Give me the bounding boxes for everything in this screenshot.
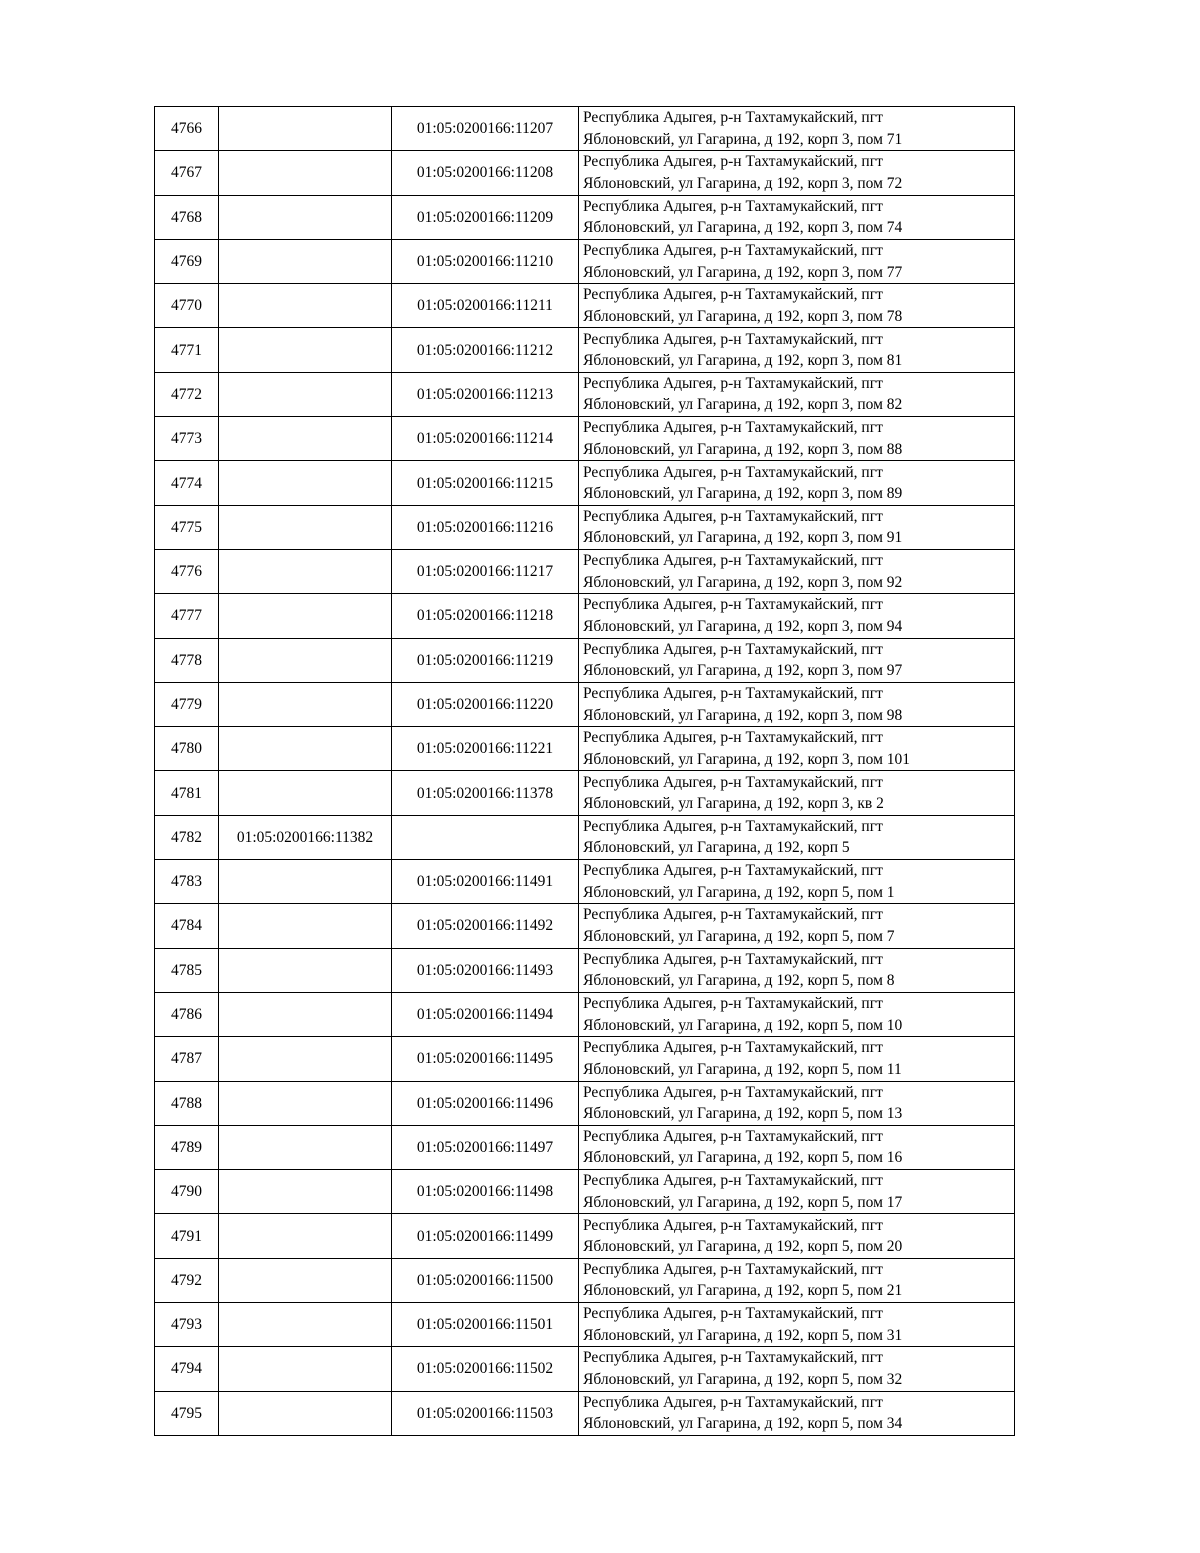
address-line-1: Республика Адыгея, р-н Тахтамукайский, пгт	[583, 817, 883, 835]
address-cell	[579, 1081, 1015, 1125]
address-line-1: Республика Адыгея, р-н Тахтамукайский, пгт	[583, 1039, 883, 1057]
row-number-cell: 4783	[155, 860, 219, 904]
object-cadastral-number-cell: 01:05:0200166:11220	[392, 682, 579, 726]
table-row	[155, 461, 1015, 505]
address-line-2: Яблоновский, ул Гагарина, д 192, корп 3, пом 72	[583, 174, 903, 192]
address-cell	[579, 992, 1015, 1036]
address-line-1: Республика Адыгея, р-н Тахтамукайский, пгт	[583, 995, 883, 1013]
cadastral-number-cell	[219, 771, 392, 815]
address-cell	[579, 549, 1015, 593]
table-row	[155, 1125, 1015, 1169]
address-cell	[579, 107, 1015, 151]
object-cadastral-number-cell: 01:05:0200166:11492	[392, 904, 579, 948]
address-line-2: Яблоновский, ул Гагарина, д 192, корп 3, пом 88	[583, 440, 903, 458]
object-cadastral-number-cell: 01:05:0200166:11378	[392, 771, 579, 815]
row-number-cell: 4781	[155, 771, 219, 815]
cadastral-number-cell	[219, 1125, 392, 1169]
row-number-cell: 4771	[155, 328, 219, 372]
cadastral-number-cell	[219, 860, 392, 904]
address-cell	[579, 638, 1015, 682]
address-line-2: Яблоновский, ул Гагарина, д 192, корп 5	[583, 839, 850, 857]
table-row	[155, 771, 1015, 815]
object-cadastral-number-cell: 01:05:0200166:11219	[392, 638, 579, 682]
address-line-1: Республика Адыгея, р-н Тахтамукайский, пгт	[583, 1172, 883, 1190]
address-line-2: Яблоновский, ул Гагарина, д 192, корп 3, пом 71	[583, 130, 903, 148]
cadastral-number-cell	[219, 1214, 392, 1258]
address-line-2: Яблоновский, ул Гагарина, д 192, корп 5, пом 1	[583, 883, 895, 901]
address-line-1: Республика Адыгея, р-н Тахтамукайский, пгт	[583, 286, 883, 304]
object-cadastral-number-cell: 01:05:0200166:11494	[392, 992, 579, 1036]
cadastral-number-cell	[219, 461, 392, 505]
address-line-2: Яблоновский, ул Гагарина, д 192, корп 3, пом 101	[583, 750, 911, 768]
table-body	[155, 107, 1015, 1436]
row-number-cell: 4787	[155, 1037, 219, 1081]
address-line-2: Яблоновский, ул Гагарина, д 192, корп 3, пом 94	[583, 617, 903, 635]
object-cadastral-number-cell: 01:05:0200166:11213	[392, 372, 579, 416]
address-cell	[579, 284, 1015, 328]
cadastral-number-cell	[219, 195, 392, 239]
object-cadastral-number-cell	[392, 815, 579, 859]
row-number-cell: 4766	[155, 107, 219, 151]
table-row	[155, 1037, 1015, 1081]
row-number-cell: 4774	[155, 461, 219, 505]
row-number-cell: 4794	[155, 1347, 219, 1391]
cadastral-number-cell	[219, 107, 392, 151]
object-cadastral-number-cell: 01:05:0200166:11215	[392, 461, 579, 505]
cadastral-number-cell	[219, 505, 392, 549]
cadastral-number-cell	[219, 992, 392, 1036]
object-cadastral-number-cell: 01:05:0200166:11501	[392, 1303, 579, 1347]
address-line-1: Республика Адыгея, р-н Тахтамукайский, пгт	[583, 552, 883, 570]
address-line-1: Республика Адыгея, р-н Тахтамукайский, пгт	[583, 109, 883, 127]
address-cell	[579, 594, 1015, 638]
address-line-2: Яблоновский, ул Гагарина, д 192, корп 5, пом 13	[583, 1105, 903, 1123]
address-line-2: Яблоновский, ул Гагарина, д 192, корп 3, пом 92	[583, 573, 903, 591]
table-row	[155, 1214, 1015, 1258]
row-number-cell: 4772	[155, 372, 219, 416]
row-number-cell: 4769	[155, 239, 219, 283]
table-row	[155, 860, 1015, 904]
table-row	[155, 549, 1015, 593]
address-cell	[579, 1303, 1015, 1347]
row-number-cell: 4779	[155, 682, 219, 726]
table-row	[155, 1170, 1015, 1214]
row-number-cell: 4767	[155, 151, 219, 195]
object-cadastral-number-cell: 01:05:0200166:11500	[392, 1258, 579, 1302]
row-number-cell: 4791	[155, 1214, 219, 1258]
address-line-1: Республика Адыгея, р-н Тахтамукайский, пгт	[583, 374, 883, 392]
cadastral-number-cell	[219, 549, 392, 593]
address-cell	[579, 948, 1015, 992]
object-cadastral-number-cell: 01:05:0200166:11502	[392, 1347, 579, 1391]
cadastral-number-cell	[219, 328, 392, 372]
address-line-2: Яблоновский, ул Гагарина, д 192, корп 5, пом 21	[583, 1282, 903, 1300]
row-number-cell: 4784	[155, 904, 219, 948]
cadastral-number-cell	[219, 594, 392, 638]
table-row	[155, 727, 1015, 771]
address-line-2: Яблоновский, ул Гагарина, д 192, корп 3, пом 98	[583, 706, 903, 724]
object-cadastral-number-cell: 01:05:0200166:11208	[392, 151, 579, 195]
object-cadastral-number-cell: 01:05:0200166:11216	[392, 505, 579, 549]
cadastral-number-cell	[219, 417, 392, 461]
object-cadastral-number-cell: 01:05:0200166:11499	[392, 1214, 579, 1258]
address-line-2: Яблоновский, ул Гагарина, д 192, корп 3, пом 97	[583, 662, 903, 680]
row-number-cell: 4770	[155, 284, 219, 328]
address-line-1: Республика Адыгея, р-н Тахтамукайский, пгт	[583, 242, 883, 260]
address-cell	[579, 904, 1015, 948]
row-number-cell: 4777	[155, 594, 219, 638]
address-line-2: Яблоновский, ул Гагарина, д 192, корп 5, пом 34	[583, 1415, 903, 1433]
table-row	[155, 284, 1015, 328]
address-line-1: Республика Адыгея, р-н Тахтамукайский, пгт	[583, 1393, 883, 1411]
address-line-1: Республика Адыгея, р-н Тахтамукайский, пгт	[583, 1127, 883, 1145]
address-line-1: Республика Адыгея, р-н Тахтамукайский, пгт	[583, 773, 883, 791]
address-cell	[579, 1347, 1015, 1391]
address-cell	[579, 1391, 1015, 1435]
cadastral-number-cell: 01:05:0200166:11382	[219, 815, 392, 859]
object-cadastral-number-cell: 01:05:0200166:11491	[392, 860, 579, 904]
address-line-1: Республика Адыгея, р-н Тахтамукайский, пгт	[583, 640, 883, 658]
cadastral-number-cell	[219, 1303, 392, 1347]
table-row	[155, 417, 1015, 461]
row-number-cell: 4778	[155, 638, 219, 682]
address-line-2: Яблоновский, ул Гагарина, д 192, корп 5, пом 20	[583, 1238, 903, 1256]
address-cell	[579, 1125, 1015, 1169]
cadastral-number-cell	[219, 1037, 392, 1081]
row-number-cell: 4793	[155, 1303, 219, 1347]
cadastral-number-cell	[219, 1081, 392, 1125]
object-cadastral-number-cell: 01:05:0200166:11207	[392, 107, 579, 151]
address-line-2: Яблоновский, ул Гагарина, д 192, корп 5, пом 11	[583, 1060, 902, 1078]
cadastral-number-cell	[219, 1258, 392, 1302]
address-cell	[579, 417, 1015, 461]
address-line-1: Республика Адыгея, р-н Тахтамукайский, пгт	[583, 330, 883, 348]
address-line-2: Яблоновский, ул Гагарина, д 192, корп 3, пом 78	[583, 307, 903, 325]
address-cell	[579, 1214, 1015, 1258]
address-line-2: Яблоновский, ул Гагарина, д 192, корп 3, пом 74	[583, 219, 903, 237]
address-cell	[579, 682, 1015, 726]
document-page	[154, 106, 1015, 1436]
row-number-cell: 4785	[155, 948, 219, 992]
address-line-2: Яблоновский, ул Гагарина, д 192, корп 3, пом 89	[583, 485, 903, 503]
cadastral-number-cell	[219, 948, 392, 992]
address-cell	[579, 1258, 1015, 1302]
object-cadastral-number-cell: 01:05:0200166:11214	[392, 417, 579, 461]
row-number-cell: 4776	[155, 549, 219, 593]
address-cell	[579, 151, 1015, 195]
address-line-1: Республика Адыгея, р-н Тахтамукайский, пгт	[583, 1349, 883, 1367]
row-number-cell: 4790	[155, 1170, 219, 1214]
address-cell	[579, 1170, 1015, 1214]
row-number-cell: 4788	[155, 1081, 219, 1125]
address-line-2: Яблоновский, ул Гагарина, д 192, корп 5, пом 10	[583, 1016, 903, 1034]
object-cadastral-number-cell: 01:05:0200166:11496	[392, 1081, 579, 1125]
address-cell	[579, 239, 1015, 283]
address-cell	[579, 461, 1015, 505]
object-cadastral-number-cell: 01:05:0200166:11217	[392, 549, 579, 593]
object-cadastral-number-cell: 01:05:0200166:11221	[392, 727, 579, 771]
table-row	[155, 328, 1015, 372]
object-cadastral-number-cell: 01:05:0200166:11212	[392, 328, 579, 372]
row-number-cell: 4795	[155, 1391, 219, 1435]
table-row	[155, 1081, 1015, 1125]
table-row	[155, 1258, 1015, 1302]
cadastral-number-cell	[219, 372, 392, 416]
address-cell	[579, 328, 1015, 372]
address-cell	[579, 727, 1015, 771]
address-line-1: Республика Адыгея, р-н Тахтамукайский, пгт	[583, 1216, 883, 1234]
address-line-1: Республика Адыгея, р-н Тахтамукайский, пгт	[583, 419, 883, 437]
object-cadastral-number-cell: 01:05:0200166:11211	[392, 284, 579, 328]
row-number-cell: 4775	[155, 505, 219, 549]
address-line-1: Республика Адыгея, р-н Тахтамукайский, пгт	[583, 197, 883, 215]
cadastral-number-cell	[219, 638, 392, 682]
address-line-1: Республика Адыгея, р-н Тахтамукайский, пгт	[583, 950, 883, 968]
address-line-2: Яблоновский, ул Гагарина, д 192, корп 3, кв 2	[583, 795, 884, 813]
cadastral-number-cell	[219, 284, 392, 328]
cadastral-number-cell	[219, 239, 392, 283]
address-line-1: Республика Адыгея, р-н Тахтамукайский, пгт	[583, 1305, 883, 1323]
table-row	[155, 239, 1015, 283]
table-row	[155, 151, 1015, 195]
table-row	[155, 1347, 1015, 1391]
address-line-2: Яблоновский, ул Гагарина, д 192, корп 3, пом 82	[583, 396, 903, 414]
address-line-2: Яблоновский, ул Гагарина, д 192, корп 5, пом 8	[583, 972, 895, 990]
row-number-cell: 4768	[155, 195, 219, 239]
address-line-1: Республика Адыгея, р-н Тахтамукайский, пгт	[583, 729, 883, 747]
object-cadastral-number-cell: 01:05:0200166:11218	[392, 594, 579, 638]
cadastral-number-cell	[219, 682, 392, 726]
object-cadastral-number-cell: 01:05:0200166:11210	[392, 239, 579, 283]
row-number-cell: 4782	[155, 815, 219, 859]
object-cadastral-number-cell: 01:05:0200166:11209	[392, 195, 579, 239]
address-cell	[579, 771, 1015, 815]
table-row	[155, 992, 1015, 1036]
object-cadastral-number-cell: 01:05:0200166:11495	[392, 1037, 579, 1081]
address-line-2: Яблоновский, ул Гагарина, д 192, корп 5, пом 16	[583, 1149, 903, 1167]
address-line-1: Республика Адыгея, р-н Тахтамукайский, пгт	[583, 862, 883, 880]
address-line-1: Республика Адыгея, р-н Тахтамукайский, пгт	[583, 507, 883, 525]
table-row	[155, 594, 1015, 638]
cadastral-number-cell	[219, 1391, 392, 1435]
table-row	[155, 505, 1015, 549]
table-row	[155, 815, 1015, 859]
row-number-cell: 4786	[155, 992, 219, 1036]
object-cadastral-number-cell: 01:05:0200166:11493	[392, 948, 579, 992]
row-number-cell: 4792	[155, 1258, 219, 1302]
address-cell	[579, 815, 1015, 859]
address-cell	[579, 372, 1015, 416]
address-line-2: Яблоновский, ул Гагарина, д 192, корп 5, пом 32	[583, 1370, 903, 1388]
cadastral-number-cell	[219, 904, 392, 948]
property-table	[154, 106, 1015, 1436]
cadastral-number-cell	[219, 727, 392, 771]
address-line-1: Республика Адыгея, р-н Тахтамукайский, пгт	[583, 153, 883, 171]
address-line-2: Яблоновский, ул Гагарина, д 192, корп 5, пом 31	[583, 1326, 903, 1344]
table-row	[155, 682, 1015, 726]
cadastral-number-cell	[219, 1170, 392, 1214]
address-line-2: Яблоновский, ул Гагарина, д 192, корп 3, пом 81	[583, 352, 903, 370]
table-row	[155, 1391, 1015, 1435]
address-line-1: Республика Адыгея, р-н Тахтамукайский, пгт	[583, 906, 883, 924]
address-line-2: Яблоновский, ул Гагарина, д 192, корп 5, пом 7	[583, 927, 895, 945]
address-cell	[579, 505, 1015, 549]
table-row	[155, 638, 1015, 682]
table-row	[155, 904, 1015, 948]
address-cell	[579, 1037, 1015, 1081]
address-cell	[579, 195, 1015, 239]
address-line-2: Яблоновский, ул Гагарина, д 192, корп 3, пом 91	[583, 529, 903, 547]
address-line-1: Республика Адыгея, р-н Тахтамукайский, пгт	[583, 1083, 883, 1101]
address-line-1: Республика Адыгея, р-н Тахтамукайский, пгт	[583, 463, 883, 481]
address-line-1: Республика Адыгея, р-н Тахтамукайский, пгт	[583, 685, 883, 702]
object-cadastral-number-cell: 01:05:0200166:11503	[392, 1391, 579, 1435]
cadastral-number-cell	[219, 151, 392, 195]
table-row	[155, 1303, 1015, 1347]
table-row	[155, 195, 1015, 239]
address-line-1: Республика Адыгея, р-н Тахтамукайский, пгт	[583, 1260, 883, 1278]
address-line-2: Яблоновский, ул Гагарина, д 192, корп 5, пом 17	[583, 1193, 903, 1211]
row-number-cell: 4789	[155, 1125, 219, 1169]
row-number-cell: 4780	[155, 727, 219, 771]
cadastral-number-cell	[219, 1347, 392, 1391]
table-row	[155, 372, 1015, 416]
table-row	[155, 107, 1015, 151]
object-cadastral-number-cell: 01:05:0200166:11497	[392, 1125, 579, 1169]
row-number-cell: 4773	[155, 417, 219, 461]
object-cadastral-number-cell: 01:05:0200166:11498	[392, 1170, 579, 1214]
address-line-2: Яблоновский, ул Гагарина, д 192, корп 3, пом 77	[583, 263, 903, 281]
address-line-1: Республика Адыгея, р-н Тахтамукайский, пгт	[583, 596, 883, 614]
table-row	[155, 948, 1015, 992]
address-cell	[579, 860, 1015, 904]
